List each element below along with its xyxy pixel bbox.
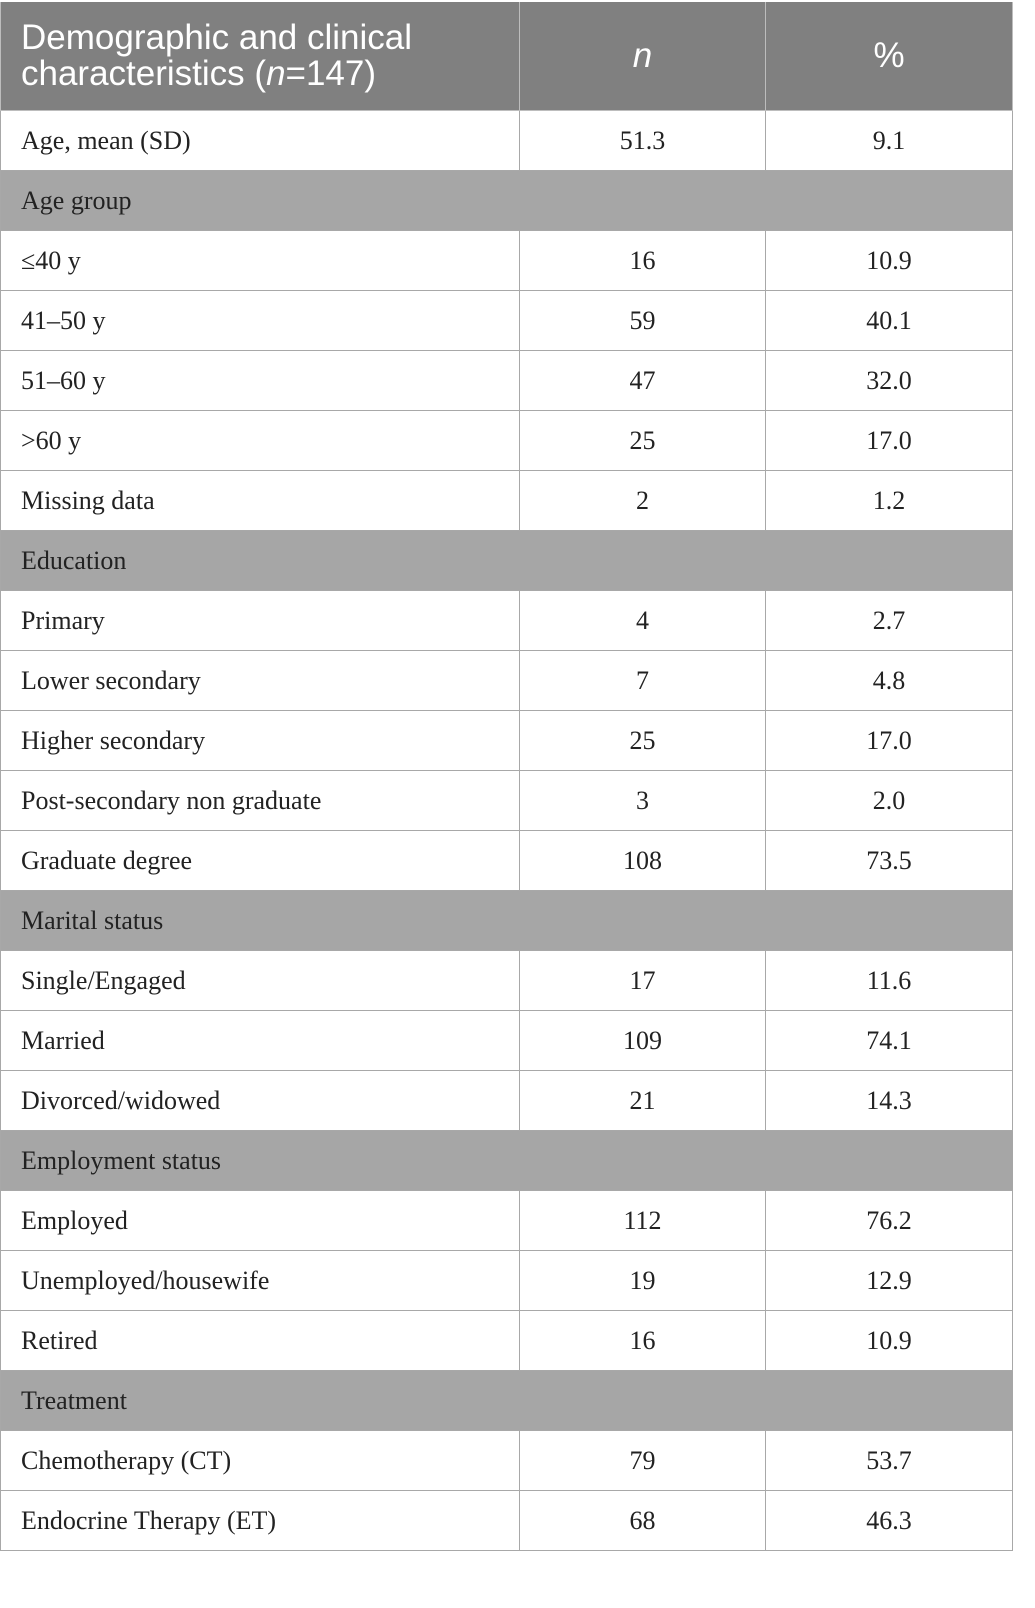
group-label: Education xyxy=(1,531,1013,591)
table-row xyxy=(1,291,1013,351)
row-percent-value: 14.3 xyxy=(766,1071,1013,1131)
row-percent-value: 17.0 xyxy=(766,711,1013,771)
row-percent-value: 4.8 xyxy=(766,651,1013,711)
header-n xyxy=(520,2,766,111)
table-row xyxy=(1,1251,1013,1311)
group-label: Treatment xyxy=(1,1371,1013,1431)
row-n-value: 108 xyxy=(520,831,766,891)
header-percent-label: % xyxy=(873,36,905,75)
row-label: Retired xyxy=(1,1311,520,1371)
row-label: Single/Engaged xyxy=(1,951,520,1011)
row-label: Post-secondary non graduate xyxy=(1,771,520,831)
header-characteristics-line1: Demographic and clinical xyxy=(21,18,413,57)
row-n-value: 16 xyxy=(520,1311,766,1371)
table-row xyxy=(1,411,1013,471)
group-header-row xyxy=(1,1131,1013,1191)
row-n-value: 51.3 xyxy=(520,111,766,171)
row-label: Lower secondary xyxy=(1,651,520,711)
row-n-value: 25 xyxy=(520,711,766,771)
row-label: Married xyxy=(1,1011,520,1071)
row-percent-value: 10.9 xyxy=(766,231,1013,291)
row-label: Endocrine Therapy (ET) xyxy=(1,1491,520,1551)
row-label: Missing data xyxy=(1,471,520,531)
row-n-value: 68 xyxy=(520,1491,766,1551)
table-row xyxy=(1,1311,1013,1371)
table-row xyxy=(1,591,1013,651)
table-row xyxy=(1,471,1013,531)
row-percent-value: 46.3 xyxy=(766,1491,1013,1551)
table-row xyxy=(1,651,1013,711)
row-percent-value: 11.6 xyxy=(766,951,1013,1011)
row-n-value: 21 xyxy=(520,1071,766,1131)
table-body xyxy=(1,111,1013,1551)
row-label: >60 y xyxy=(1,411,520,471)
header-row xyxy=(1,2,1013,111)
group-label: Employment status xyxy=(1,1131,1013,1191)
header-n-label: n xyxy=(632,36,653,75)
row-n-value: 2 xyxy=(520,471,766,531)
row-label: 51–60 y xyxy=(1,351,520,411)
table-row xyxy=(1,1491,1013,1551)
row-n-value: 16 xyxy=(520,231,766,291)
row-label: Age, mean (SD) xyxy=(1,111,520,171)
row-percent-value: 10.9 xyxy=(766,1311,1013,1371)
row-n-value: 79 xyxy=(520,1431,766,1491)
row-n-value: 112 xyxy=(520,1191,766,1251)
row-n-value: 19 xyxy=(520,1251,766,1311)
group-header-row xyxy=(1,891,1013,951)
table-row xyxy=(1,111,1013,171)
row-label: Graduate degree xyxy=(1,831,520,891)
header-percent xyxy=(766,2,1013,111)
row-n-value: 3 xyxy=(520,771,766,831)
table-row xyxy=(1,831,1013,891)
table-row xyxy=(1,351,1013,411)
table-row xyxy=(1,1431,1013,1491)
row-percent-value: 2.7 xyxy=(766,591,1013,651)
table-row xyxy=(1,1071,1013,1131)
row-label: Employed xyxy=(1,1191,520,1251)
row-n-value: 4 xyxy=(520,591,766,651)
row-percent-value: 53.7 xyxy=(766,1431,1013,1491)
row-label: Higher secondary xyxy=(1,711,520,771)
row-n-value: 17 xyxy=(520,951,766,1011)
header-characteristics xyxy=(1,2,520,111)
row-percent-value: 1.2 xyxy=(766,471,1013,531)
group-label: Age group xyxy=(1,171,1013,231)
row-label: 41–50 y xyxy=(1,291,520,351)
group-header-row xyxy=(1,531,1013,591)
row-percent-value: 73.5 xyxy=(766,831,1013,891)
row-n-value: 59 xyxy=(520,291,766,351)
characteristics-table xyxy=(0,2,1013,1551)
table-row xyxy=(1,231,1013,291)
table-row xyxy=(1,1191,1013,1251)
row-n-value: 7 xyxy=(520,651,766,711)
table-row xyxy=(1,711,1013,771)
header-characteristics-line2-suffix: =147) xyxy=(285,54,377,93)
row-percent-value: 40.1 xyxy=(766,291,1013,351)
group-header-row xyxy=(1,1371,1013,1431)
table-row xyxy=(1,1011,1013,1071)
row-n-value: 25 xyxy=(520,411,766,471)
table-row xyxy=(1,951,1013,1011)
header-characteristics-line2-prefix: characteristics ( xyxy=(21,54,267,93)
row-n-value: 109 xyxy=(520,1011,766,1071)
table-row xyxy=(1,771,1013,831)
row-label: Primary xyxy=(1,591,520,651)
row-percent-value: 12.9 xyxy=(766,1251,1013,1311)
row-percent-value: 9.1 xyxy=(766,111,1013,171)
row-label: Divorced/widowed xyxy=(1,1071,520,1131)
row-percent-value: 32.0 xyxy=(766,351,1013,411)
row-n-value: 47 xyxy=(520,351,766,411)
row-label: ≤40 y xyxy=(1,231,520,291)
group-label: Marital status xyxy=(1,891,1013,951)
header-characteristics-line2-n: n xyxy=(266,54,286,93)
row-label: Chemotherapy (CT) xyxy=(1,1431,520,1491)
row-percent-value: 74.1 xyxy=(766,1011,1013,1071)
row-percent-value: 17.0 xyxy=(766,411,1013,471)
group-header-row xyxy=(1,171,1013,231)
table-header xyxy=(1,2,1013,111)
row-percent-value: 76.2 xyxy=(766,1191,1013,1251)
row-percent-value: 2.0 xyxy=(766,771,1013,831)
row-label: Unemployed/housewife xyxy=(1,1251,520,1311)
